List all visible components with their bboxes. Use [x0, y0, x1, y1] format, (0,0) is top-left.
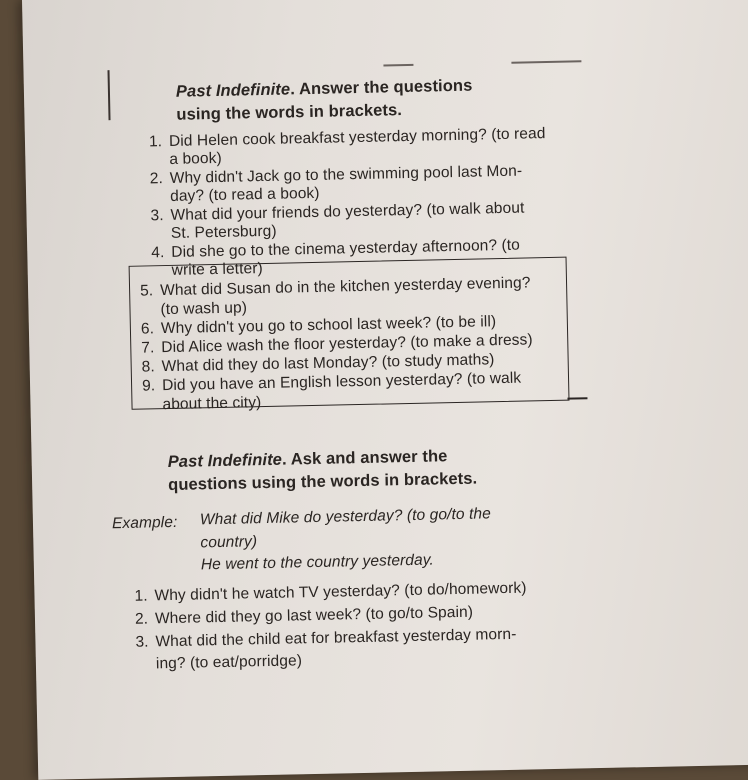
- margin-mark: [107, 70, 110, 120]
- list-item-cont: a book): [169, 149, 222, 168]
- list-item: 1. Why didn't he watch TV yesterday? (to do/homework): [134, 579, 527, 605]
- list-item-cont: day? (to read a book): [169, 184, 320, 205]
- textbook-page: [22, 0, 748, 780]
- section2-title-line2: questions using the words in brackets.: [168, 469, 478, 495]
- list-item: 3. What did the child eat for breakfast yesterday morn-: [135, 625, 517, 651]
- example-label: Example:: [111, 513, 178, 533]
- box-tail: [567, 397, 587, 399]
- list-item: 2. Where did they go last week? (to go/to Spain): [134, 603, 474, 628]
- section1-title-italic: Past Indefinite: [175, 80, 291, 101]
- list-item-cont: (to wash up): [160, 299, 248, 319]
- example-answer: He went to the country yesterday.: [200, 551, 435, 574]
- list-item-cont: about the city): [162, 394, 262, 414]
- example-question: What did Mike do yesterday? (to go/to the: [199, 505, 492, 529]
- top-rule-short: [383, 64, 413, 66]
- list-item: 1. Did Helen cook breakfast yesterday morning? (to read: [148, 125, 546, 151]
- list-item-cont: ing? (to eat/porridge): [155, 652, 303, 673]
- section2-title: [168, 447, 448, 472]
- section2-title-rest: . Ask and answer the: [281, 447, 448, 469]
- list-item: 7. Did Alice wash the floor yesterday? (to make a dress): [141, 331, 533, 357]
- list-item-cont: St. Petersburg): [170, 222, 277, 242]
- list-item: 9. Did you have an English lesson yesterday? (to walk: [141, 369, 522, 395]
- list-item: 4. Did she go to the cinema yesterday afternoon? (to: [151, 236, 521, 262]
- example-question-cont: country): [200, 533, 258, 552]
- section1-title-line2: using the words in brackets.: [176, 101, 403, 124]
- top-rule-long: [511, 60, 581, 63]
- section1-title: [176, 77, 473, 102]
- section2-title-italic: Past Indefinite: [167, 450, 283, 472]
- list-item: 6. Why didn't you go to school last week? (to be ill): [140, 313, 497, 338]
- list-item: 5. What did Susan do in the kitchen yesterday evening?: [139, 274, 531, 300]
- list-item: 8. What did they do last Monday? (to study maths): [141, 351, 495, 376]
- list-item-cont: write a letter): [171, 260, 263, 279]
- list-item: 2. Why didn't Jack go to the swimming pool last Mon-: [149, 162, 523, 188]
- section1-title-rest: . Answer the questions: [290, 76, 473, 99]
- list-item: 3. What did your friends do yesterday? (to walk about: [150, 199, 525, 225]
